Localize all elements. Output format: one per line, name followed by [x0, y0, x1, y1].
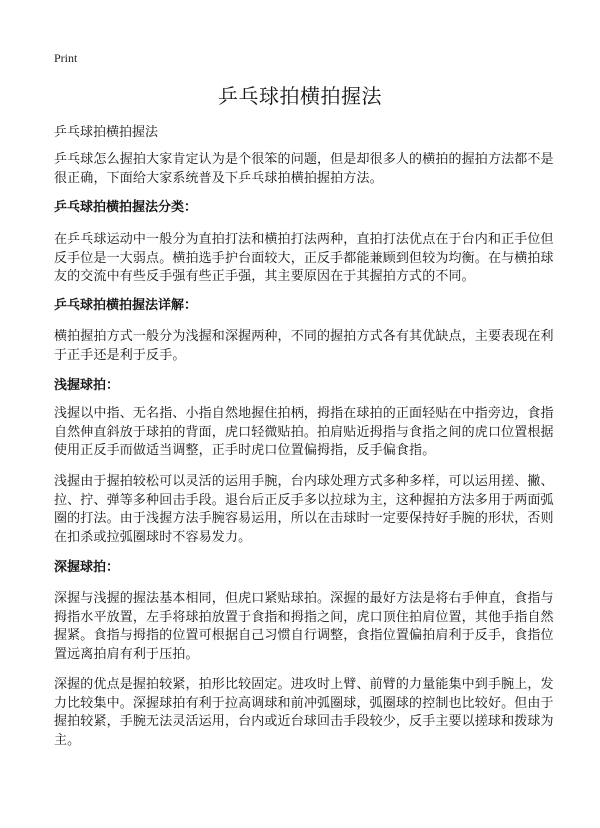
section-paragraph: 横拍握拍方式一般分为浅握和深握两种，不同的握拍方式各有其优缺点，主要表现在利于正手还是利于反手。 [54, 329, 554, 363]
section-heading-deep-grip: 深握球拍： [54, 560, 120, 575]
section-paragraph: 浅握由于握拍较松可以灵活的运用手腕，台内球处理方式多种多样，可以运用搓、撇、拉、拧、弹等多种回击手段。退台后正反手多以拉球为主，这种握拍方法多用于两面弧圈的打法。由于浅握方法手腕容易运用，所以在击球时一定要保持好手腕的形状，否则在扣杀或拉弧圈球时不容易发力。 [54, 474, 554, 545]
print-link[interactable]: Print [54, 51, 78, 65]
section-heading-classification: 乒乓球拍横拍握法分类： [54, 200, 198, 215]
section-heading-shallow-grip: 浅握球拍： [54, 378, 120, 393]
article-subtitle: 乒乓球拍横拍握法 [54, 125, 159, 140]
section-heading-details: 乒乓球拍横拍握法详解： [54, 298, 198, 313]
section-paragraph: 在乒乓球运动中一般分为直拍打法和横拍打法两种，直拍打法优点在于台内和正手位但反手位是一大弱点。横拍选手护台面较大，正反手都能兼顾到但较为均衡。在与横拍球友的交流中有些反手强有些正手强，其主要原因在于其握拍方式的不同。 [54, 232, 554, 284]
page-title: 乒乓球拍横拍握法 [218, 84, 382, 108]
section-paragraph: 深握的优点是握拍较紧，拍形比较固定。进攻时上臂、前臂的力量能集中到手腕上，发力比较集中。深握球拍有利于拉高调球和前冲弧圈球，弧圈球的控制也比较好。但由于握拍较紧，手腕无法灵活运用，台内或近台球回击手段较少，反手主要以搓球和拨球为主。 [54, 677, 554, 748]
intro-paragraph: 乒乓球怎么握拍大家肯定认为是个很笨的问题，但是却很多人的横拍的握拍方法都不是很正确，下面给大家系统普及下乒乓球拍横拍握拍方法。 [54, 152, 554, 186]
section-paragraph: 深握与浅握的握法基本相同，但虎口紧贴球拍。深握的最好方法是将右手伸直，食指与拇指水平放置，左手将球拍放置于食指和拇指之间，虎口顶住拍肩位置，其他手指自然握紧。食指与拇指的位置可根据自己习惯自行调整，食指位置偏拍肩利于反手，食指位置远离拍肩有利于压拍。 [54, 591, 554, 662]
section-paragraph: 浅握以中指、无名指、小指自然地握住拍柄，拇指在球拍的正面轻贴在中指旁边，食指自然伸直斜放于球拍的背面，虎口轻微贴拍。拍肩贴近拇指与食指之间的虎口位置根据使用正反手而做适当调整，正手时虎口位置偏拇指，反手偏食指。 [54, 406, 554, 458]
